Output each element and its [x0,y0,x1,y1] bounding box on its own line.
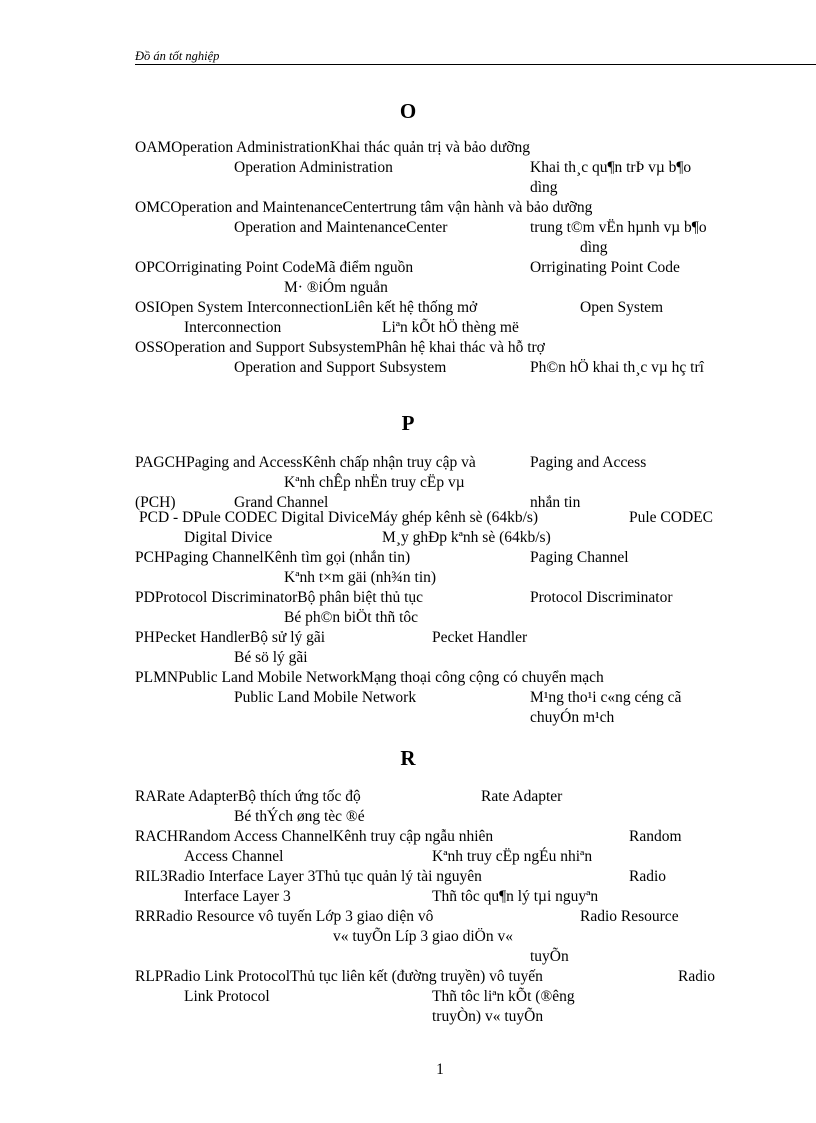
entry-line: PAGCHPaging and AccessKênh chấp nhận truy cập và [135,454,476,471]
entry-definition: M¹ng tho¹i c«ng céng cã [530,689,682,706]
entry-term: Radio [629,868,667,885]
entry-term-cont: Digital Divice [184,529,273,546]
entry-line: RLPRadio Link ProtocolThủ tục liên kết (đường truyền) vô tuyến [135,968,543,985]
entry-line: OAMOperation AdministrationKhai thác quản trị và bảo dưỡng [135,139,530,156]
section-letter-r: R [400,746,416,770]
entry-term: Open System [580,299,664,316]
entry-line: RRRadio Resource vô tuyến Lớp 3 giao diện vô [135,908,434,925]
entry-term: Operation Administration [234,159,393,176]
entry-term-cont: Grand Channel [234,494,329,511]
entry-definition: Liªn kÕt hÖ thèng më [382,319,519,336]
entry-line: PDProtocol DiscriminatorBộ phân biệt thủ tục [135,589,424,606]
entry-term: Random [629,828,682,845]
entry-term-cont: Access Channel [184,848,284,865]
page-header [135,48,816,65]
entry-definition: Kªnh t×m gäi (nh¾n tin) [284,569,437,586]
entry-definition: M¸y ghÐp kªnh sè (64kb/s) [382,529,551,546]
entry-term: Operation and Support Subsystem [234,359,447,376]
entry-line: OSIOpen System InterconnectionLiên kết hệ thống mở [135,299,478,316]
entry-term-cont: Interconnection [184,319,282,336]
section-letter-p: P [401,411,415,435]
entry-line: PCHPaging ChannelKênh tìm gọi (nhắn tin) [135,549,411,566]
entry-definition: v« tuyÕn Líp 3 giao diÖn v« [333,928,513,945]
entry-term: Paging Channel [530,549,629,566]
entry-definition: trung t©m vËn hµnh vµ b¶o [530,219,707,236]
entry-line-cont: (PCH) [135,494,176,511]
entry-line: RACHRandom Access ChannelKênh truy cập ngẫu nhiên [135,828,494,845]
entry-line: PCD - DPule CODEC Digital DiviceMáy ghép kênh sè (64kb/s) [139,509,539,526]
header-title: Đồ án tốt nghiệp [135,49,220,63]
entry-line: PLMNPublic Land Mobile NetworkMạng thoại công cộng có chuyển mạch [135,669,604,686]
entry-definition: Khai th¸c qu¶n trÞ vµ b¶o [530,159,692,176]
section-letter-o: O [399,99,417,123]
entry-term: Orriginating Point Code [530,259,680,276]
entry-term: Radio [678,968,716,985]
entry-term-cont: Link Protocol [184,988,270,1005]
entry-definition: Thñ tôc liªn kÕt (®êng [432,988,575,1005]
entry-definition-cont: truyÒn) v« tuyÕn [432,1008,544,1025]
entry-term: Pule CODEC [629,509,713,526]
entry-definition: Ph©n hÖ khai th¸c vµ hç trî [530,359,704,376]
entry-term: Public Land Mobile Network [234,689,417,706]
entry-term: Protocol Discriminator [530,589,673,606]
entry-line: OSSOperation and Support SubsystemPhân hệ khai thác và hỗ trợ [135,339,545,356]
entry-term: Rate Adapter [481,788,563,805]
entry-term: Paging and Access [530,454,647,471]
entry-line: RIL3Radio Interface Layer 3Thủ tục quản lý tài nguyên [135,868,482,885]
entry-definition: Bé sö lý gãi [234,649,308,666]
entry-term: Operation and MaintenanceCenter [234,219,448,236]
entry-definition: M· ®iÓm nguån [284,279,388,296]
entry-definition: Bé ph©n biÖt thñ tôc [284,609,419,626]
entry-term-cont: Interface Layer 3 [184,888,291,905]
entry-definition-cont: dìng [530,179,558,196]
entry-line: PHPecket HandlerBộ sử lý gãi [135,629,326,646]
entry-term: Radio Resource [580,908,679,925]
entry-definition: Bé thÝch øng tèc ®é [234,808,365,825]
entry-definition-cont: chuyÓn m¹ch [530,709,615,726]
entry-line: OMCOperation and MaintenanceCentertrung tâm vận hành và bảo dưỡng [135,199,593,216]
entry-definition-cont: nhắn tin [530,494,581,511]
entry-definition: Kªnh chÊp nhËn truy cËp vµ [284,474,465,491]
entry-definition-cont: dìng [580,239,608,256]
entry-definition-cont: tuyÕn [530,948,569,965]
entry-definition: Thñ tôc qu¶n lý tµi nguyªn [432,888,599,905]
entry-term: Pecket Handler [432,629,528,646]
entry-line: RARate AdapterBộ thích ứng tốc độ [135,788,361,805]
entry-line: OPCOrriginating Point CodeMã điểm nguồn [135,259,414,276]
page-number: 1 [436,1061,444,1078]
entry-definition: Kªnh truy cËp ngÉu nhiªn [432,848,593,865]
